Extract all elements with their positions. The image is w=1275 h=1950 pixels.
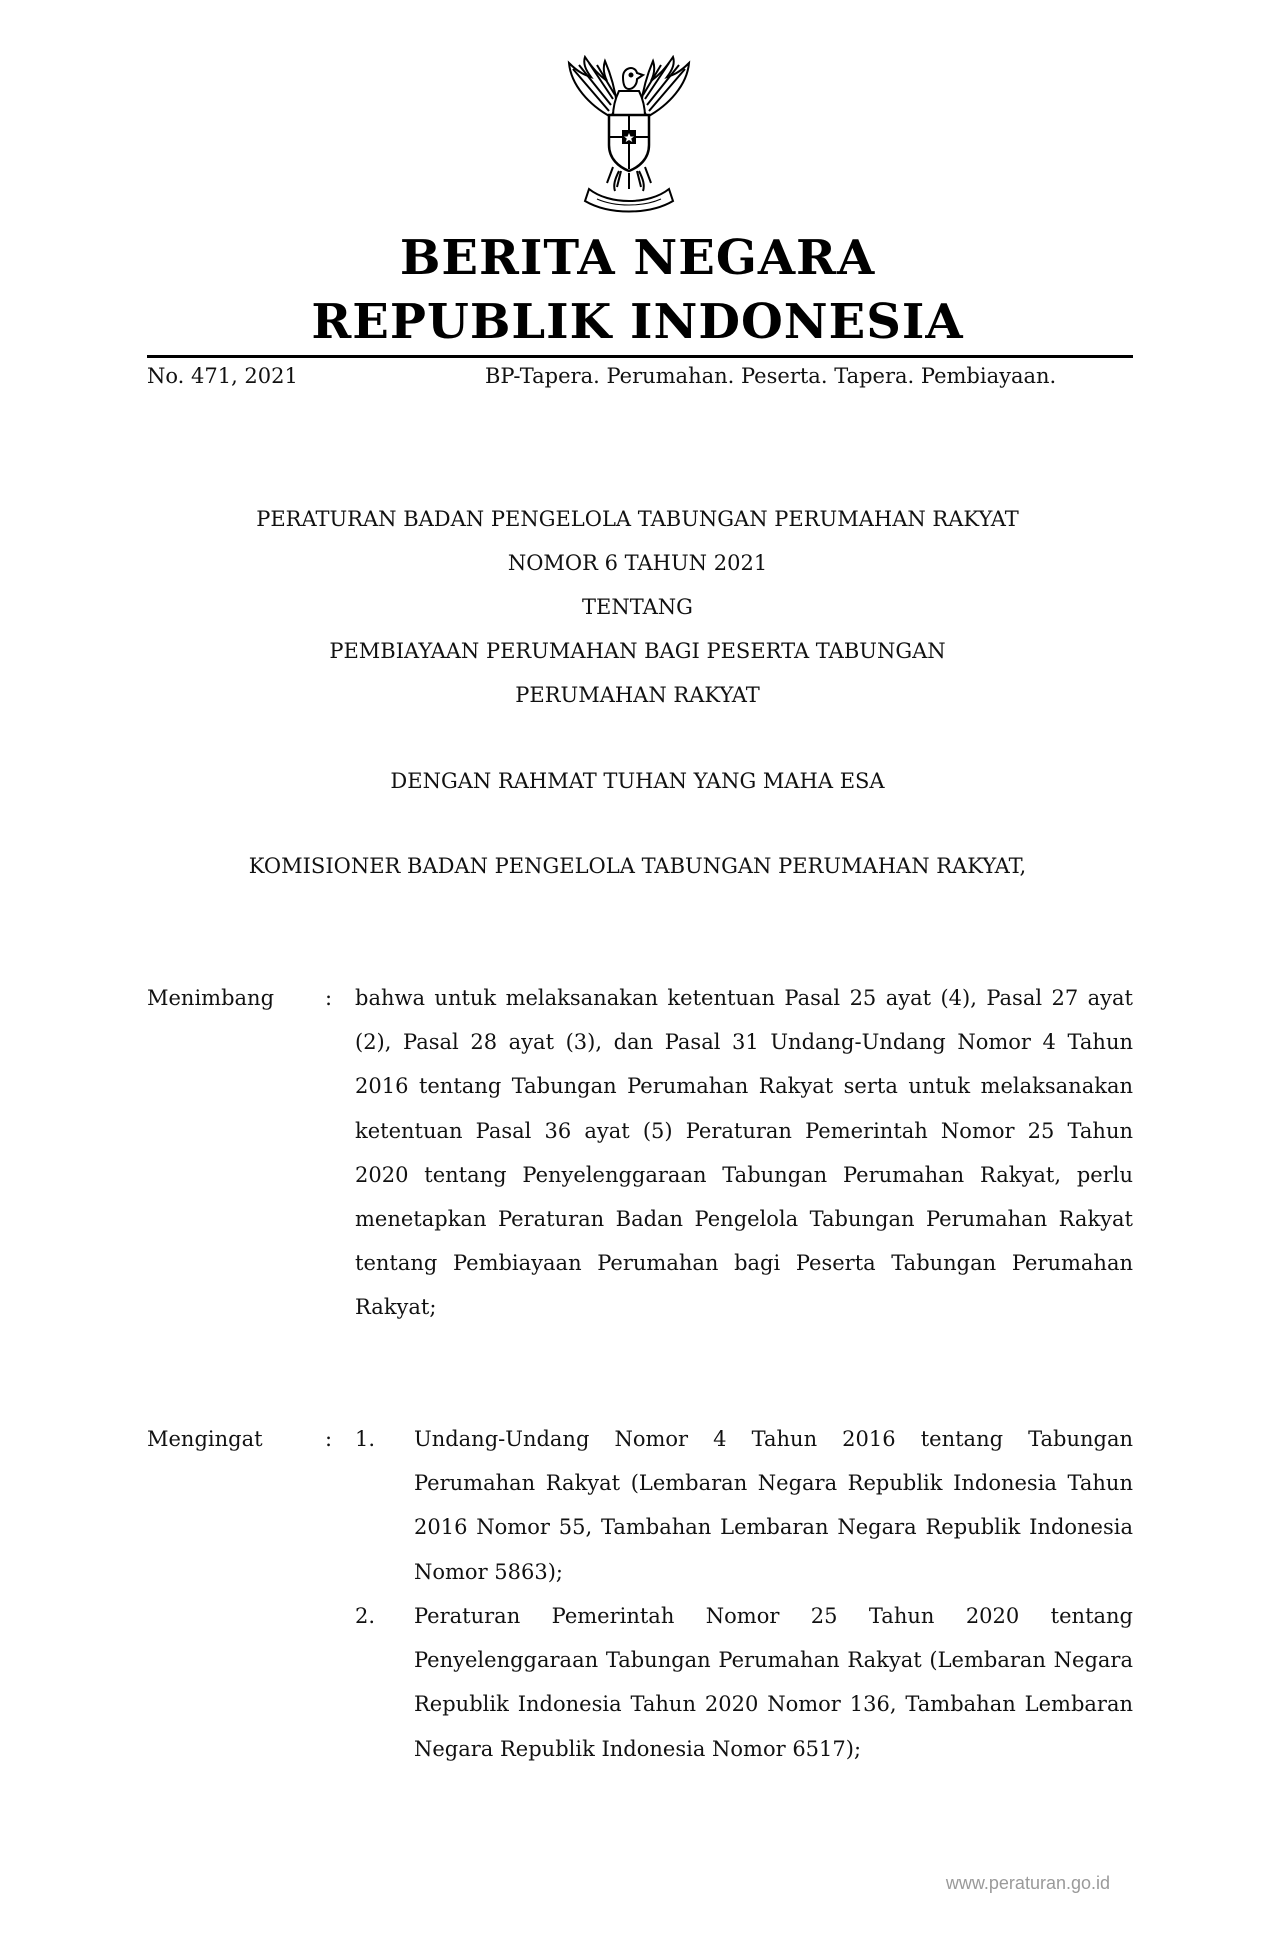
garuda-emblem-icon: [549, 55, 709, 215]
regulation-number: NOMOR 6 TAHUN 2021: [507, 551, 768, 575]
issue-tag: Perumahan.: [606, 364, 735, 388]
source-watermark: www.peraturan.go.id: [945, 1873, 1110, 1893]
header-divider: [147, 355, 1133, 358]
menimbang-colon: :: [325, 986, 333, 1010]
list-item-text: Peraturan Pemerintah Nomor 25 Tahun 2020 tentang Penyelenggaraan Tabungan Perumahan Rakyat (Lembaran Negara Republik Indonesia Tahun 2020 Nomor 136, Tambahan Lembaran Negara Republik Indonesia Nomor 6517);: [414, 1604, 1133, 1761]
mengingat-label: Mengingat: [147, 1427, 263, 1451]
issue-number: No. 471, 2021: [147, 364, 298, 388]
issue-tags: [485, 360, 1133, 392]
list-item-text: Undang-Undang Nomor 4 Tahun 2016 tentang Tabungan Perumahan Rakyat (Lembaran Negara Republik Indonesia Tahun 2016 Nomor 55, Tambahan Lembaran Negara Republik Indonesia Nomor 5863);: [414, 1427, 1133, 1584]
regulation-title: PERATURAN BADAN PENGELOLA TABUNGAN PERUMAHAN RAKYAT: [256, 507, 1019, 531]
list-item-number: 1.: [355, 1427, 376, 1451]
menimbang-label: Menimbang: [147, 986, 275, 1010]
regulation-subject-line2: PERUMAHAN RAKYAT: [515, 683, 760, 707]
regulation-subject-line1: PEMBIAYAAN PERUMAHAN BAGI PESERTA TABUNGAN: [329, 639, 946, 663]
issue-tag: Peserta.: [741, 364, 828, 388]
regulation-about: TENTANG: [582, 595, 693, 619]
gazette-subtitle: REPUBLIK INDONESIA: [311, 294, 964, 350]
issue-tag: BP-Tapera.: [485, 364, 600, 388]
issue-tag: Tapera.: [834, 364, 915, 388]
issue-tag: Pembiayaan.: [920, 364, 1057, 388]
mengingat-colon: :: [325, 1427, 333, 1451]
issuing-authority: KOMISIONER BADAN PENGELOLA TABUNGAN PERUMAHAN RAKYAT,: [248, 854, 1027, 878]
gazette-title: BERITA NEGARA: [399, 230, 876, 286]
list-item-number: 2.: [355, 1604, 376, 1628]
menimbang-text: bahwa untuk melaksanakan ketentuan Pasal 25 ayat (4), Pasal 27 ayat (2), Pasal 28 ayat (3), dan Pasal 31 Undang-Undang Nomor 4 Tahun 2016 tentang Tabungan Perumahan Rakyat serta untuk melaksanakan ketentuan Pasal 36 ayat (5) Peraturan Pemerintah Nomor 25 Tahun 2020 tentang Penyelenggaraan Tabungan Perumahan Rakyat, perlu menetapkan Peraturan Badan Pengelola Tabungan Perumahan Rakyat tentang Pembiayaan Perumahan bagi Peserta Tabungan Perumahan Rakyat;: [355, 986, 1133, 1320]
invocation: DENGAN RAHMAT TUHAN YANG MAHA ESA: [390, 769, 885, 793]
